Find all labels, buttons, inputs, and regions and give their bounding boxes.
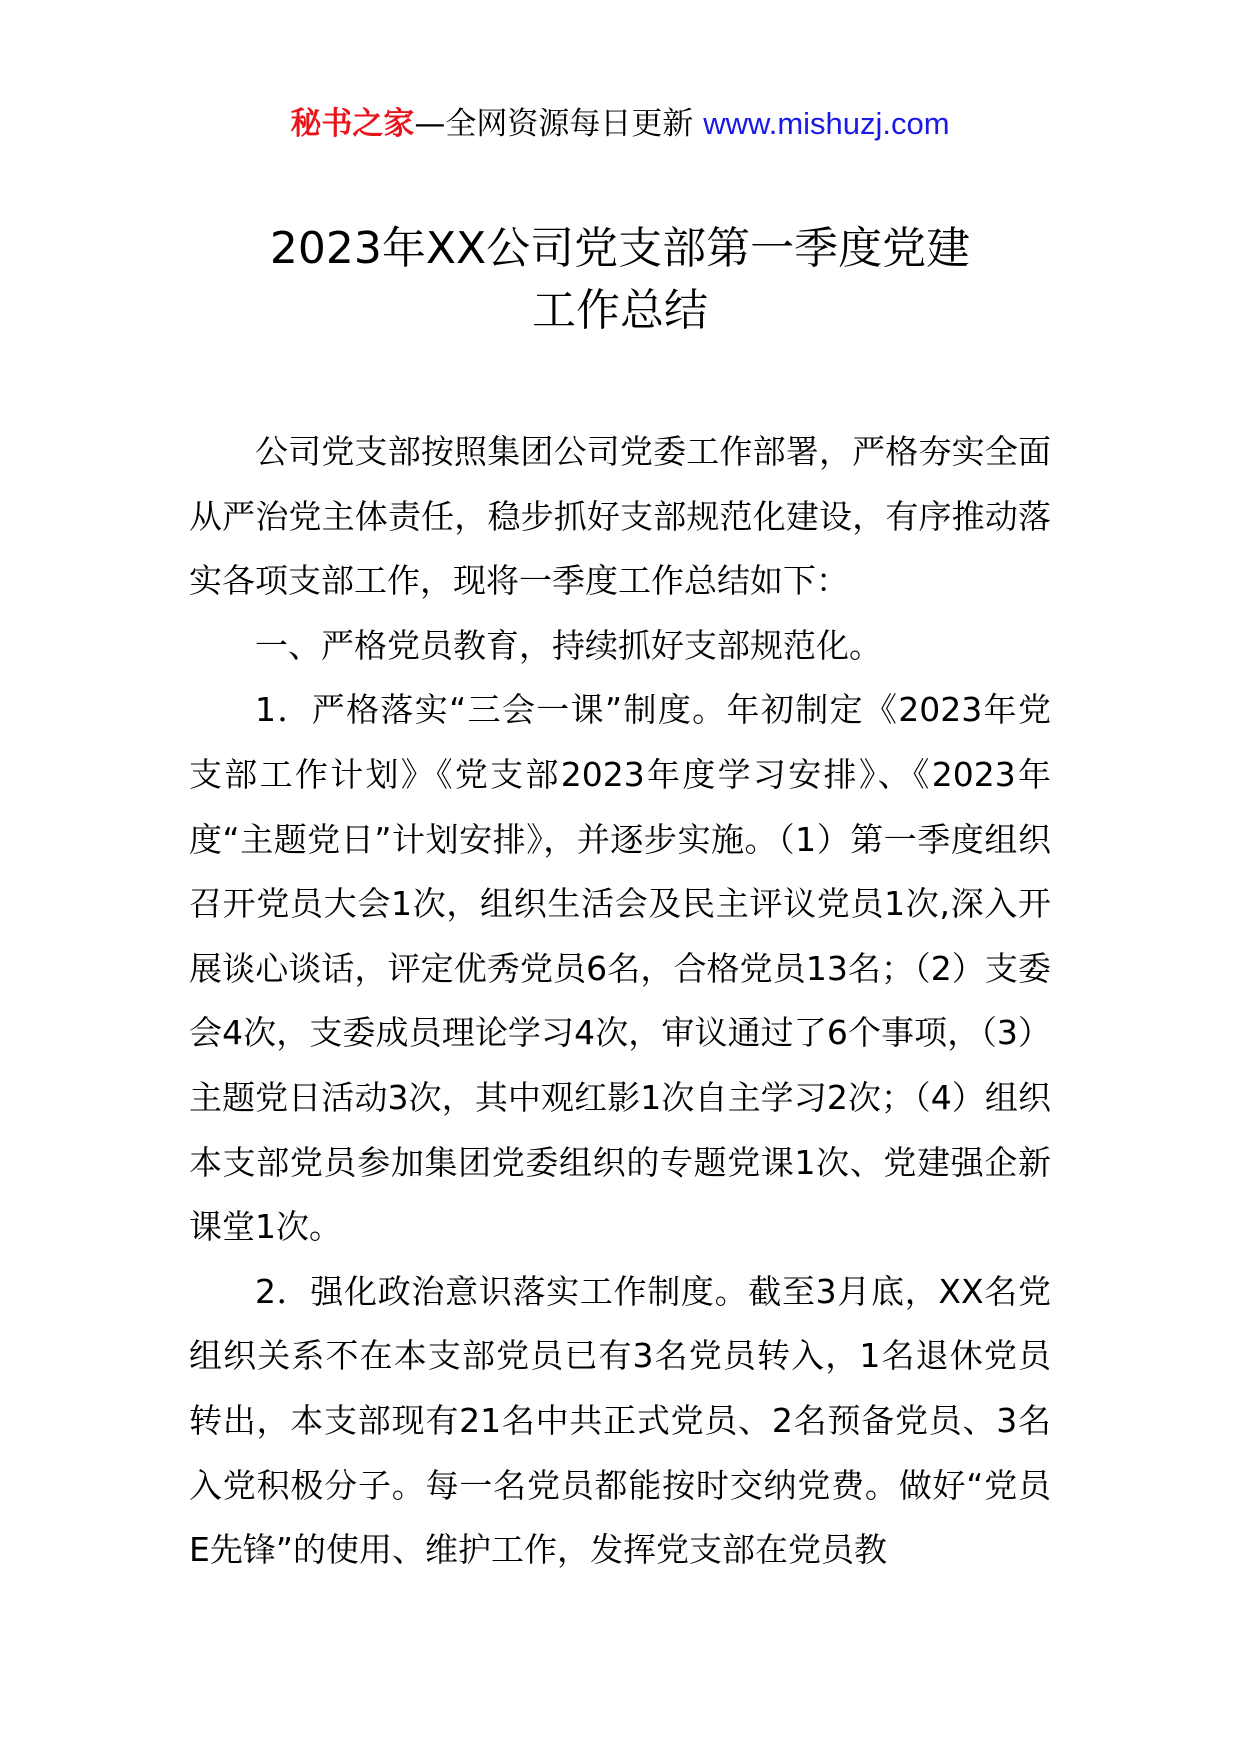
- item-paragraph-1: 1．严格落实“三会一课”制度。年初制定《2023年党支部工作计划》《党支部2023年度学习安排》、《2023年度“主题党日”计划安排》，并逐步实施。（1）第一季度组织召开党员大会1次，组织生活会及民主评议党员1次,深入开展谈心谈话，评定优秀党员6名，合格党员13名；（2）支委会4次，支委成员理论学习4次，审议通过了6个事项，（3）主题党日活动3次，其中观红影1次自主学习2次；（4）组织本支部党员参加集团党委组织的专题党课1次、党建强企新课堂1次。: [189, 690, 1051, 1247]
- site-tagline: —全网资源每日更新: [414, 106, 694, 142]
- document-title-line-1: 2023年XX公司党支部第一季度党建: [269, 223, 971, 274]
- document-title: [0, 218, 1240, 342]
- site-header: [0, 100, 1240, 148]
- document-title-line-2: 工作总结: [532, 285, 708, 336]
- item-paragraph-2: 2．强化政治意识落实工作制度。截至3月底，XX名党组织关系不在本支部党员已有3名党员转入，1名退休党员转出，本支部现有21名中共正式党员、2名预备党员、3名入党积极分子。每一名党员都能按时交纳党费。做好“党员E先锋”的使用、维护工作，发挥党支部在党员教: [189, 1271, 1051, 1570]
- intro-paragraph: 公司党支部按照集团公司党委工作部署，严格夯实全面从严治党主体责任，稳步抓好支部规范化建设，有序推动落实各项支部工作，现将一季度工作总结如下：: [189, 432, 1051, 601]
- section-heading-1: 一、严格党员教育，持续抓好支部规范化。: [255, 625, 882, 665]
- document-body: [189, 420, 1051, 1583]
- site-url-link[interactable]: www.mishuzj.com: [703, 106, 950, 141]
- site-brand: 秘书之家: [290, 106, 415, 142]
